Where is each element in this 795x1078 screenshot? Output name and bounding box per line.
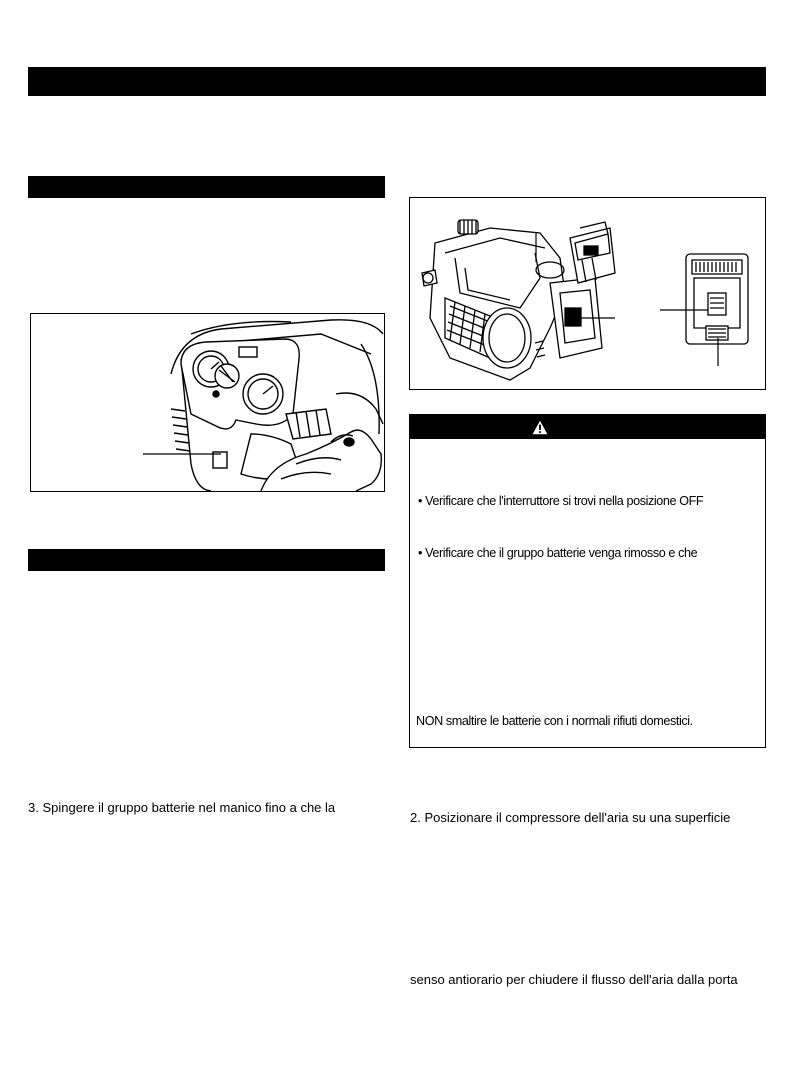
battery-insert-illustration <box>410 198 765 389</box>
warning-triangle-icon <box>532 420 548 435</box>
left-section-header-1 <box>28 176 385 198</box>
top-header-bar <box>28 67 766 96</box>
figure-valve-hand <box>30 313 385 492</box>
figure-battery-insert <box>409 197 766 390</box>
warning-bullet-switch-off: • Verificare che l'interruttore si trovi nella posizione OFF <box>418 494 704 508</box>
left-step-3: 3. Spingere il gruppo batterie nel manico fino a che la <box>28 800 336 815</box>
left-section-header-2 <box>28 549 385 571</box>
warning-footer-disposal: NON smaltire le batterie con i normali rifiuti domestici. <box>416 714 693 728</box>
warning-header-bar <box>410 415 765 439</box>
warning-bullet-battery-removed: • Verificare che il gruppo batterie venga rimosso e che <box>418 546 698 560</box>
right-step-2: 2. Posizionare il compressore dell'aria su una superficie <box>410 810 731 825</box>
right-continuation-text: senso antiorario per chiudere il flusso dell'aria dalla porta <box>410 972 738 987</box>
warning-box <box>409 414 766 748</box>
valve-hand-illustration <box>31 314 384 491</box>
